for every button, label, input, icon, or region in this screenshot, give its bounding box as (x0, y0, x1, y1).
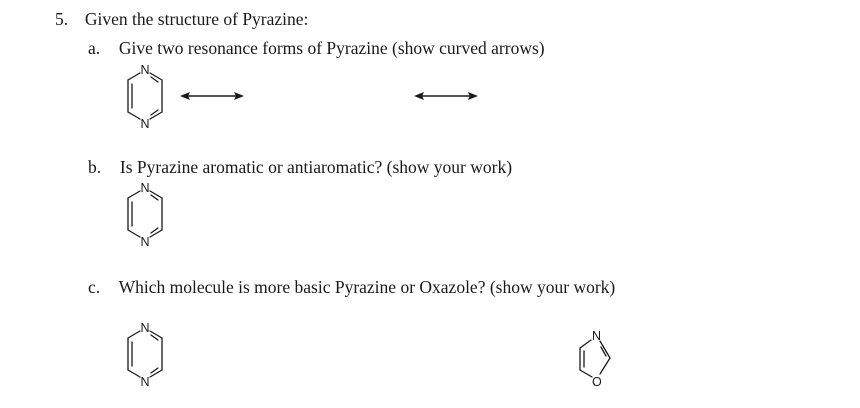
nitrogen-atom: N (592, 329, 602, 343)
part-a-text: Give two resonance forms of Pyrazine (show curved arrows) (118, 38, 545, 58)
nitrogen-atom: N (140, 63, 150, 77)
nitrogen-atom: N (140, 375, 150, 389)
question-header (55, 9, 308, 29)
part-c (88, 277, 615, 297)
question-text: Given the structure of Pyrazine: (84, 9, 309, 29)
pyrazine-structure-c (115, 318, 175, 390)
nitrogen-atom: N (140, 181, 150, 195)
oxazole-structure (566, 326, 626, 394)
nitrogen-atom: N (140, 235, 150, 249)
pyrazine-structure-b (115, 178, 175, 250)
part-a (88, 38, 545, 58)
part-c-text: Which molecule is more basic Pyrazine or Oxazole? (show your work) (118, 277, 616, 297)
oxygen-atom: O (592, 375, 602, 389)
resonance-arrow-icon (414, 90, 478, 102)
question-number: 5. (55, 9, 69, 29)
nitrogen-atom: N (140, 117, 150, 131)
pyrazine-structure-a (115, 60, 175, 132)
resonance-arrow-icon (180, 90, 244, 102)
part-b (88, 157, 512, 177)
part-b-label: b. (88, 157, 102, 177)
part-c-label: c. (88, 277, 101, 297)
part-a-label: a. (88, 38, 101, 58)
part-b-text: Is Pyrazine aromatic or antiaromatic? (show your work) (119, 157, 513, 177)
nitrogen-atom: N (140, 321, 150, 335)
